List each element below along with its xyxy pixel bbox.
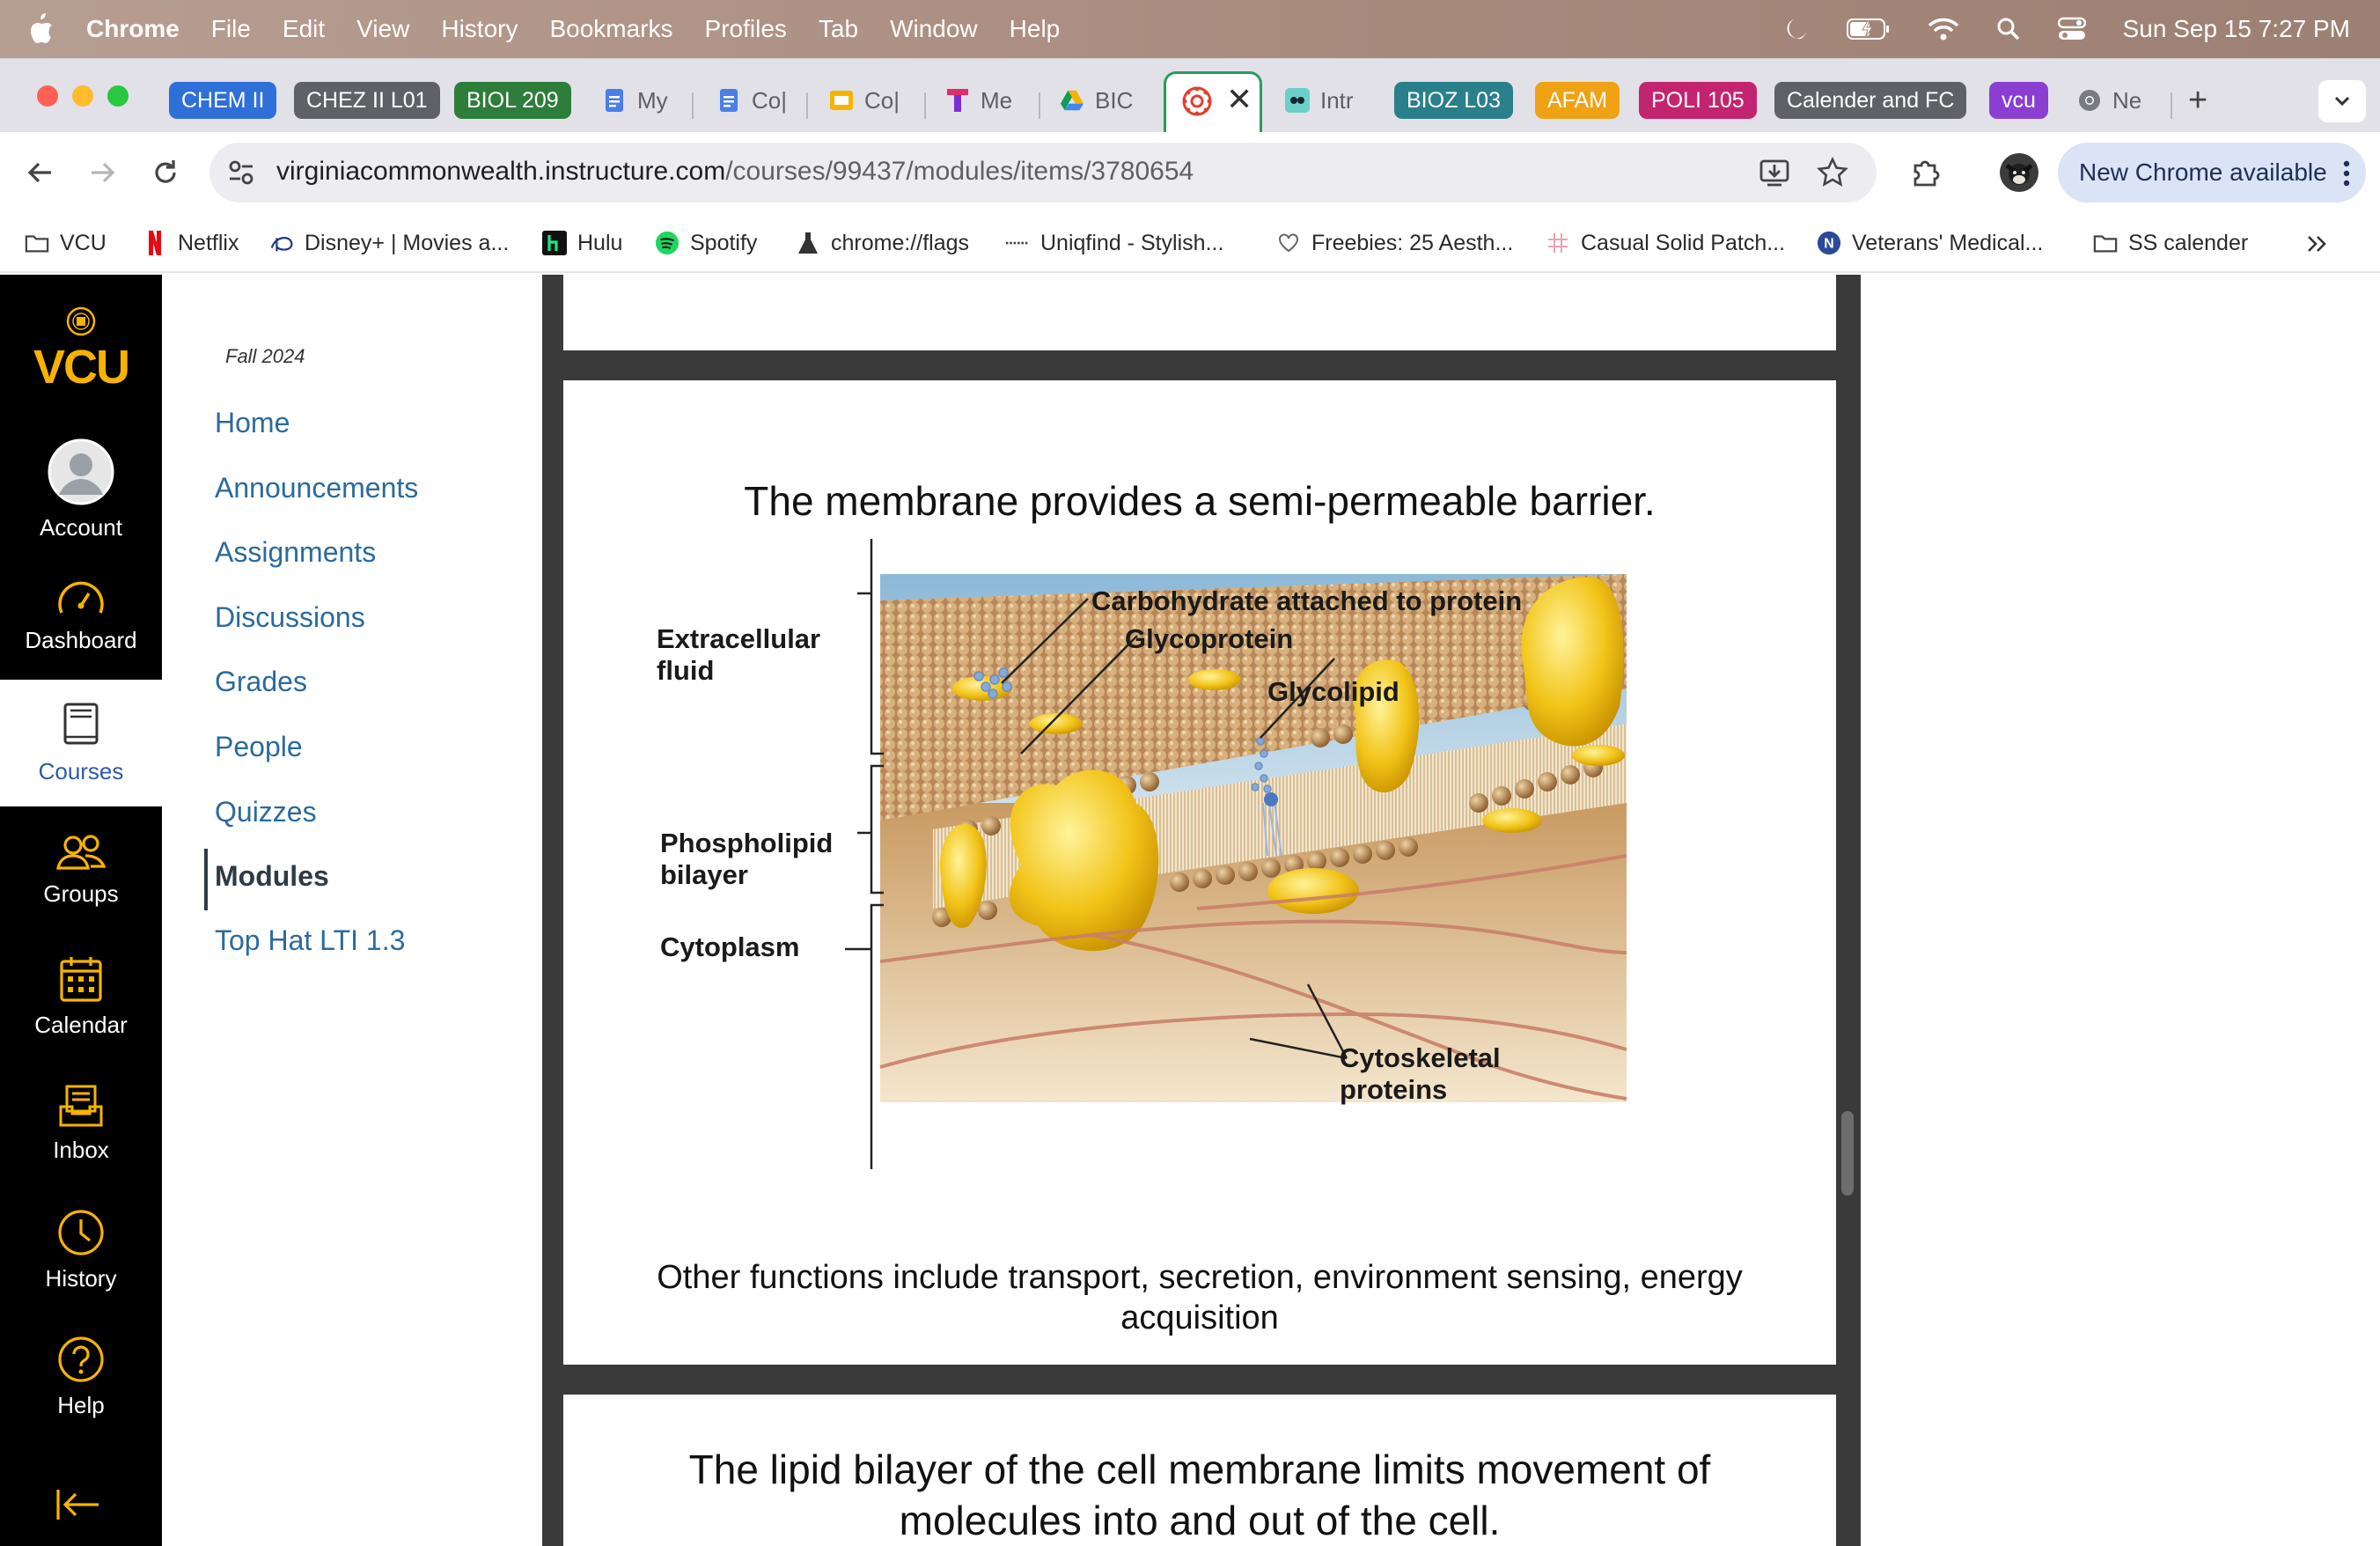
uniqfind-icon [1005, 231, 1030, 255]
tab-my-doc[interactable]: My [602, 75, 679, 126]
tab-group-chem-ii[interactable]: CHEM II [169, 82, 276, 119]
canvas-global-nav [0, 275, 162, 1546]
bookmark-star-icon[interactable] [1817, 157, 1848, 188]
global-nav-calendar[interactable]: Calendar [0, 933, 162, 1060]
chrome-icon [2077, 88, 2102, 113]
tab-separator [692, 92, 694, 119]
menu-history[interactable]: History [441, 15, 518, 42]
tab-strip [0, 58, 2380, 132]
window-close-button[interactable] [37, 85, 58, 107]
history-icon [57, 1209, 105, 1256]
site-settings-icon[interactable] [227, 158, 255, 187]
tab-copy-doc[interactable]: Co| [716, 75, 794, 126]
window-minimize-button[interactable] [72, 85, 93, 107]
moon-icon[interactable] [1783, 16, 1810, 42]
bookmark-netflix[interactable]: Netflix [143, 225, 239, 261]
tab-group-calender-fc[interactable]: Calender and FC [1774, 82, 1966, 119]
label-glycolipid: Glycolipid [1267, 676, 1399, 707]
tab-intro[interactable]: Intr [1285, 75, 1364, 126]
avatar-dog-icon [2000, 153, 2038, 192]
bookmark-spotify[interactable]: Spotify [655, 225, 757, 261]
google-docs-icon [716, 88, 741, 113]
calendar-icon [59, 955, 103, 1003]
new-tab-button[interactable]: + [2188, 81, 2208, 119]
help-icon [57, 1336, 105, 1383]
label-cytoplasm: Cytoplasm [660, 931, 800, 962]
control-center-icon[interactable] [2058, 17, 2086, 41]
menu-view[interactable]: View [356, 15, 410, 42]
label-glycoprotein: Glycoprotein [1125, 623, 1294, 654]
tab-separator [1039, 92, 1040, 119]
tab-copy-slides[interactable]: Co| [829, 75, 908, 126]
global-nav-inbox[interactable]: Inbox [0, 1060, 162, 1187]
menubar-clock[interactable]: Sun Sep 15 7:27 PM [2122, 15, 2350, 42]
tab-group-chez-ii-l01[interactable]: CHEZ II L01 [294, 82, 440, 119]
bookmark-vcu[interactable]: VCU [25, 225, 107, 261]
global-nav-account[interactable]: Account [0, 426, 162, 553]
chevron-down-icon [2318, 80, 2366, 122]
global-nav-groups[interactable]: Groups [0, 806, 162, 933]
spotify-icon [655, 231, 679, 255]
bookmark-ss-calender[interactable]: SS calender [2093, 225, 2248, 261]
global-nav-courses[interactable]: Courses [0, 680, 162, 806]
profile-avatar[interactable] [2000, 153, 2038, 192]
global-nav-history[interactable]: History [0, 1187, 162, 1314]
kebab-menu-icon [2343, 160, 2350, 187]
menu-help[interactable]: Help [1009, 15, 1061, 42]
svg-text:N: N [1824, 236, 1834, 252]
bookmark-freebies[interactable]: Freebies: 25 Aesth... [1276, 225, 1513, 261]
course-nav-home[interactable]: Home [215, 407, 290, 438]
vcu-wordmark: VCU [33, 341, 129, 394]
google-docs-icon [602, 88, 627, 113]
course-nav-modules[interactable]: Modules [215, 860, 329, 892]
netflix-icon [143, 231, 167, 255]
slide-title: The membrane provides a semi-permeable barrier. [744, 478, 1656, 524]
slide-next [563, 1395, 1836, 1546]
tab-group-poli-105[interactable]: POLI 105 [1639, 82, 1757, 119]
tab-separator [2171, 92, 2172, 119]
menu-profiles[interactable]: Profiles [704, 15, 787, 42]
menu-window[interactable]: Window [890, 15, 978, 42]
disney-icon [269, 231, 294, 255]
window-zoom-button[interactable] [107, 85, 129, 107]
course-nav-top-hat[interactable]: Top Hat LTI 1.3 [215, 924, 406, 956]
course-nav-people[interactable]: People [215, 731, 303, 762]
active-indicator-bar [204, 849, 208, 910]
tab-group-afam[interactable]: AFAM [1535, 82, 1620, 119]
bookmark-chrome-flags[interactable]: chrome://flags [796, 225, 969, 261]
label-carbohydrate: Carbohydrate attached to protein [1091, 585, 1523, 616]
menu-tab[interactable]: Tab [818, 15, 859, 42]
label-extracellular: Extracellular fluid [657, 623, 821, 686]
tab-new-tab-page[interactable]: Ne [2077, 75, 2155, 126]
bookmark-veterans-medical[interactable]: N Veterans' Medical... [1817, 225, 2043, 261]
reload-icon[interactable] [148, 155, 183, 190]
browser-toolbar [0, 132, 2380, 213]
slide-footer-text: Other functions include transport, secretion, environment sensing, energy acquisition [657, 1259, 1743, 1336]
bookmark-casual-patch[interactable]: Casual Solid Patch... [1546, 225, 1785, 261]
update-chrome-button[interactable]: New Chrome available [2058, 143, 2366, 202]
course-nav-grades[interactable]: Grades [215, 666, 307, 697]
flask-icon [796, 231, 820, 255]
slide-previous [563, 275, 1836, 350]
apple-icon[interactable] [28, 13, 55, 45]
canvas-icon [1182, 86, 1212, 116]
battery-icon[interactable] [1847, 18, 1891, 40]
menu-bookmarks[interactable]: Bookmarks [549, 15, 673, 42]
bookmarks-bar [0, 213, 2380, 273]
global-nav-dashboard[interactable]: Dashboard [0, 553, 162, 680]
tab-group-biol-209[interactable]: BIOL 209 [454, 82, 571, 119]
course-navigation [162, 275, 542, 1546]
ai-tutor-icon [1285, 88, 1310, 113]
course-nav-quizzes[interactable]: Quizzes [215, 796, 317, 828]
forward-arrow-icon[interactable] [84, 155, 120, 190]
tophat-icon [945, 88, 970, 113]
google-slides-icon [829, 88, 854, 113]
tab-google-drive[interactable]: BIC [1060, 75, 1139, 126]
back-arrow-icon[interactable] [23, 155, 58, 190]
tab-active-canvas[interactable] [1164, 71, 1262, 133]
viewer-scrollbar[interactable] [1841, 1111, 1854, 1196]
dashboard-icon [56, 579, 106, 618]
course-nav-announcements[interactable]: Announcements [215, 472, 419, 504]
close-tab-icon[interactable]: ✕ [1226, 81, 1253, 117]
tab-search-button[interactable] [2318, 80, 2366, 122]
tab-separator [806, 92, 808, 119]
account-icon [48, 438, 114, 505]
tab-separator [924, 92, 926, 119]
extensions-puzzle-icon[interactable] [1908, 155, 1943, 190]
slide-viewer[interactable] [542, 275, 1861, 1546]
tab-group-vcu[interactable]: vcu [1989, 82, 2048, 119]
collapse-nav-icon[interactable] [55, 1488, 104, 1521]
bookmark-uniqfind[interactable]: Uniqfind - Stylish... [1005, 225, 1223, 261]
install-app-icon[interactable] [1759, 157, 1790, 188]
wifi-icon[interactable] [1928, 17, 1959, 41]
more-bookmarks-chevron-icon[interactable] [2304, 231, 2331, 257]
tab-tophat[interactable]: Me [945, 75, 1030, 126]
vcu-seal-icon [66, 306, 96, 336]
pattern-icon [1546, 231, 1570, 255]
hulu-icon [542, 231, 567, 255]
n-icon [1817, 231, 1841, 255]
inbox-icon [58, 1084, 104, 1128]
macos-menubar [0, 0, 2380, 58]
url-text[interactable]: virginiacommonwealth.instructure.com/courses/99437/modules/items/3780654 [276, 157, 1194, 186]
course-nav-assignments[interactable]: Assignments [215, 536, 377, 568]
menu-app-chrome[interactable]: Chrome [86, 15, 180, 42]
slide-current [563, 380, 1836, 1365]
next-slide-title: The lipid bilayer of the cell membrane limits movement of molecules into and out of the cell. [688, 1447, 1711, 1543]
folder-icon [2093, 231, 2118, 255]
address-bar[interactable] [209, 143, 1877, 202]
bookmark-disney[interactable]: Disney+ | Movies a... [269, 225, 509, 261]
menu-edit[interactable]: Edit [282, 15, 326, 42]
course-term: Fall 2024 [225, 345, 305, 367]
label-cytoskeletal: Cytoskeletal proteins [1340, 1042, 1501, 1105]
menu-file[interactable]: File [210, 15, 251, 42]
course-nav-discussions[interactable]: Discussions [215, 601, 365, 633]
courses-icon [62, 702, 100, 749]
tab-group-bioz-l03[interactable]: BIOZ L03 [1394, 82, 1513, 119]
global-nav-help[interactable]: Help [0, 1314, 162, 1440]
groups-icon [55, 833, 107, 872]
vcu-logo[interactable] [26, 306, 136, 394]
google-drive-icon [1060, 88, 1084, 113]
spotlight-search-icon[interactable] [1996, 17, 2021, 41]
heart-icon [1276, 231, 1301, 255]
folder-icon [25, 231, 49, 255]
bookmark-hulu[interactable]: Hulu [542, 225, 622, 261]
label-phospholipid: Phospholipid bilayer [660, 828, 834, 890]
